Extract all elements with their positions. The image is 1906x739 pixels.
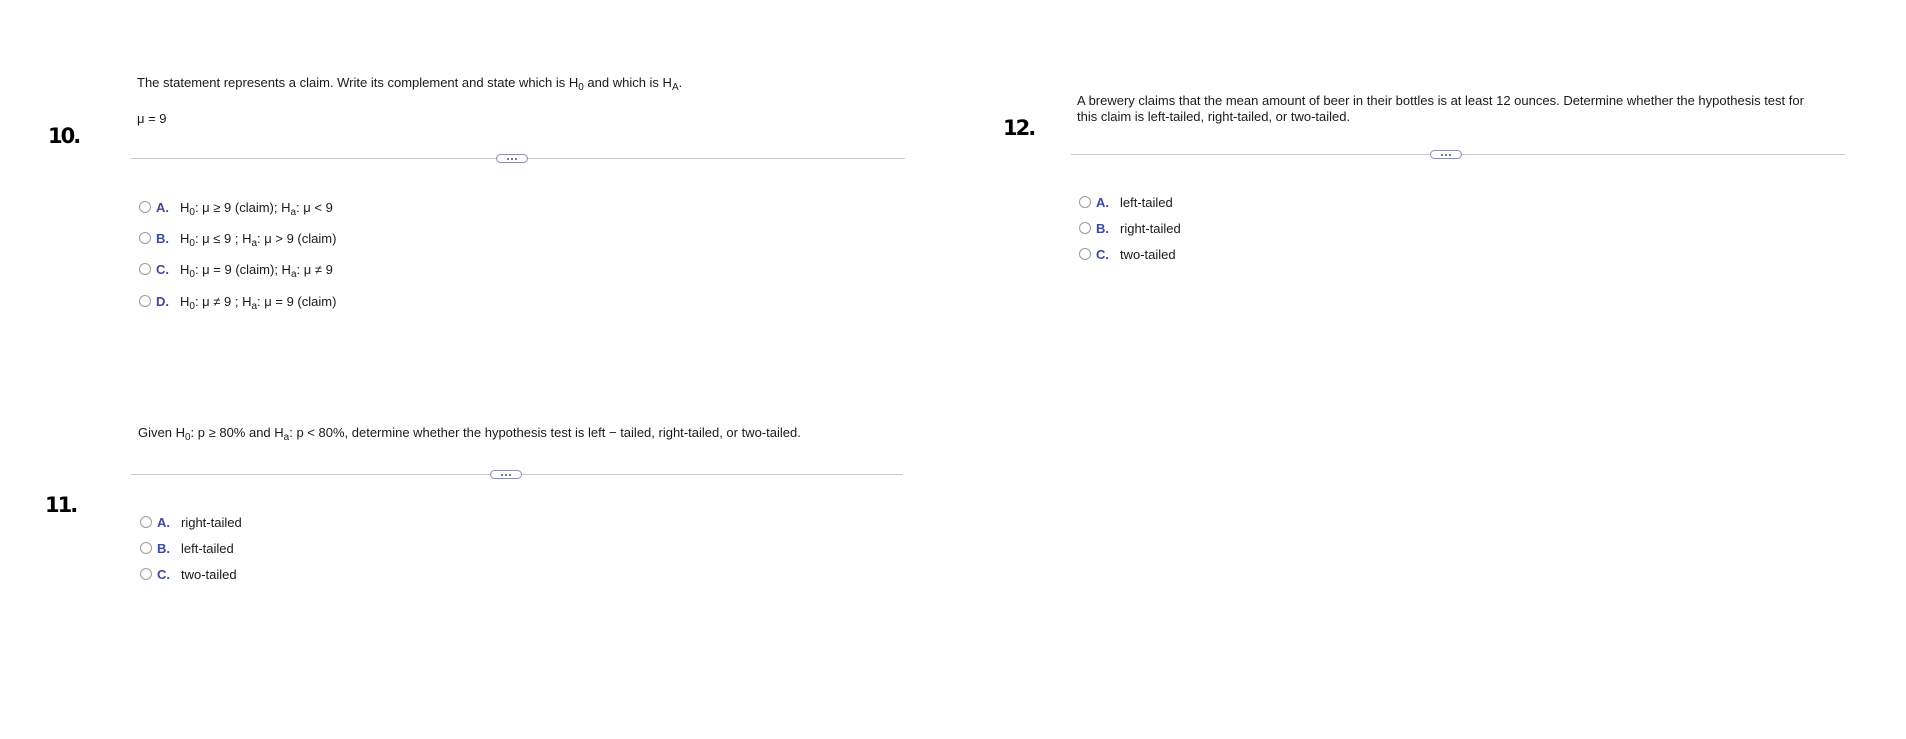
question-10-number: 10.	[48, 124, 80, 148]
question-11-number: 11.	[45, 493, 77, 517]
question-10-option-b[interactable]: B. $H_0$: μ ≤ 9 ; $H_a$: μ > 9 (claim)	[139, 229, 336, 247]
question-12-option-c[interactable]: C. two-tailed	[1079, 245, 1176, 263]
radio-button[interactable]	[139, 295, 151, 307]
radio-button[interactable]	[139, 263, 151, 275]
question-10-option-a[interactable]: A. $H_0$: μ ≥ 9 (claim); $H_a$: μ < 9	[139, 198, 333, 216]
question-12-number: 12.	[1003, 116, 1035, 140]
expand-ellipsis-button[interactable]	[496, 154, 528, 163]
radio-button[interactable]	[1079, 196, 1091, 208]
radio-button[interactable]	[1079, 248, 1091, 260]
question-11-option-b[interactable]: B. left-tailed	[140, 539, 234, 557]
radio-button[interactable]	[140, 516, 152, 528]
question-12-option-b[interactable]: B. right-tailed	[1079, 219, 1181, 237]
question-11-prompt: Given $H_0$: p ≥ 80% and $H_a$: p < 80%, determine whether the hypothesis test is left − tailed, right-tailed, or two-tailed.	[138, 425, 801, 443]
question-12-prompt: A brewery claims that the mean amount of beer in their bottles is at least 12 ounces. Determine whether the hypothesis test for this claim is left-tailed, right-tailed, or two-tailed.	[1077, 93, 1804, 124]
expand-ellipsis-button[interactable]	[490, 470, 522, 479]
radio-button[interactable]	[139, 201, 151, 213]
expand-ellipsis-button[interactable]	[1430, 150, 1462, 159]
question-10-prompt: The statement represents a claim. Write its complement and state which is $H_0$ and which is $H_A$.	[137, 75, 683, 93]
question-10-statement: μ = 9	[137, 111, 167, 126]
radio-button[interactable]	[139, 232, 151, 244]
question-11-option-a[interactable]: A. right-tailed	[140, 513, 242, 531]
question-12-option-a[interactable]: A. left-tailed	[1079, 193, 1173, 211]
question-10-option-d[interactable]: D. $H_0$: μ ≠ 9 ; $H_a$: μ = 9 (claim)	[139, 292, 336, 310]
radio-button[interactable]	[140, 568, 152, 580]
radio-button[interactable]	[1079, 222, 1091, 234]
question-11-option-c[interactable]: C. two-tailed	[140, 565, 237, 583]
radio-button[interactable]	[140, 542, 152, 554]
question-10-option-c[interactable]: C. $H_0$: μ = 9 (claim); $H_a$: μ ≠ 9	[139, 260, 333, 278]
